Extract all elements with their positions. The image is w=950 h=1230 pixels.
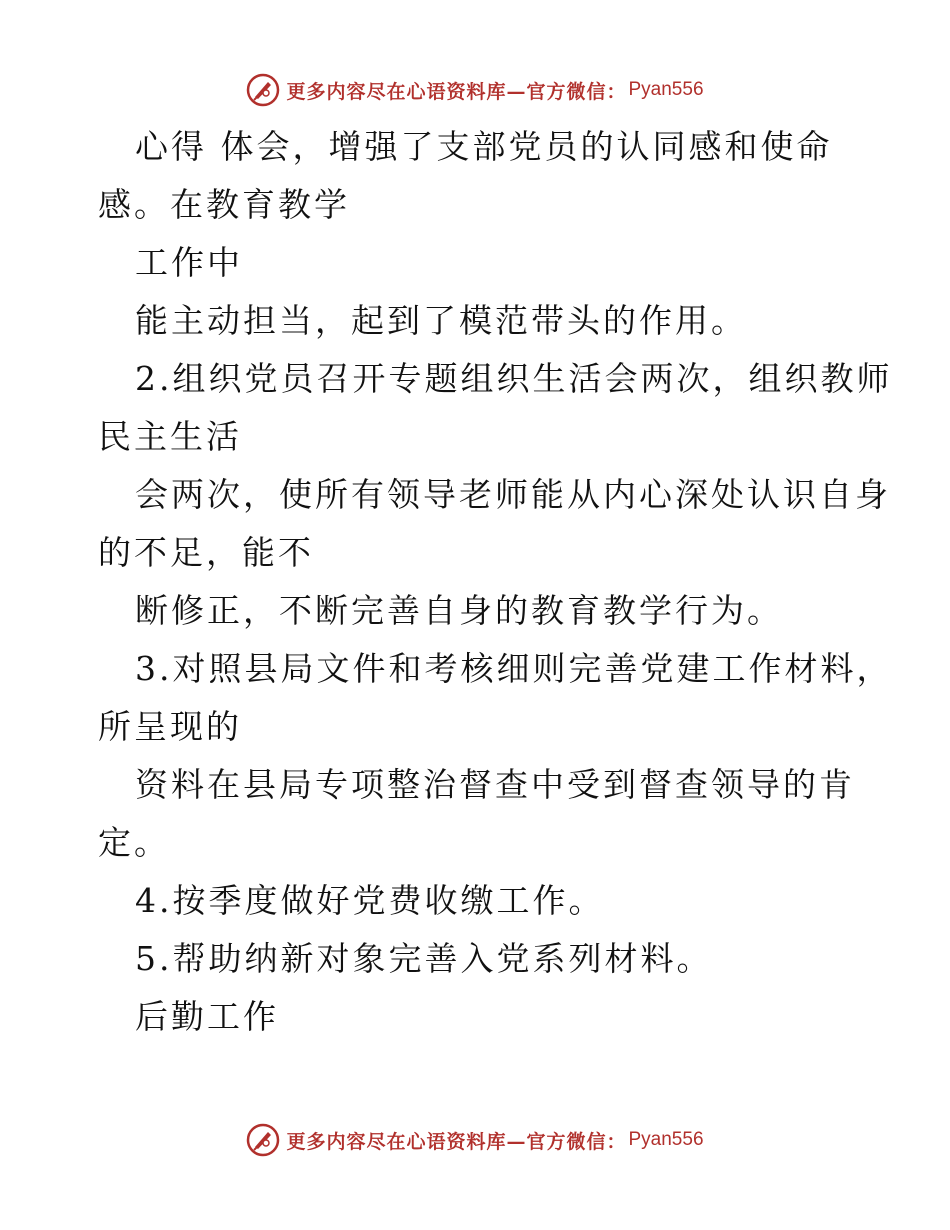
footer-watermark bbox=[0, 1120, 950, 1160]
body-line: 民主生活 bbox=[98, 417, 242, 456]
document-body bbox=[98, 118, 893, 1046]
watermark-text: 更多内容尽在心语资料库—官方微信： bbox=[286, 80, 627, 103]
body-line: 3.对照县局文件和考核细则完善党建工作材料， bbox=[135, 649, 893, 688]
body-line: 的不足，能不 bbox=[98, 533, 314, 572]
body-line: 会两次，使所有领导老师能从内心深处认识自身 bbox=[135, 475, 891, 514]
body-line: 后勤工作 bbox=[135, 997, 279, 1036]
body-line: 5.帮助纳新对象完善入党系列材料。 bbox=[135, 939, 713, 978]
body-line: 定。 bbox=[98, 823, 170, 862]
brand-logo-icon bbox=[246, 1123, 280, 1157]
watermark-text: 更多内容尽在心语资料库—官方微信： bbox=[286, 1130, 627, 1153]
header-watermark bbox=[0, 70, 950, 110]
body-line: 工作中 bbox=[135, 243, 243, 282]
body-line: 断修正，不断完善自身的教育教学行为。 bbox=[135, 591, 783, 630]
brand-logo-icon bbox=[246, 73, 280, 107]
body-line: 2.组织党员召开专题组织生活会两次，组织教师 bbox=[135, 359, 893, 398]
watermark-handle: Pyan556 bbox=[628, 79, 704, 100]
body-line: 心得 体会，增强了支部党员的认同感和使命 bbox=[135, 127, 833, 166]
body-line: 4.按季度做好党费收缴工作。 bbox=[135, 881, 605, 920]
body-line: 感。在教育教学 bbox=[98, 185, 350, 224]
body-line: 资料在县局专项整治督查中受到督查领导的肯 bbox=[135, 765, 855, 804]
body-line: 能主动担当，起到了模范带头的作用。 bbox=[135, 301, 747, 340]
body-line: 所呈现的 bbox=[98, 707, 242, 746]
watermark-handle: Pyan556 bbox=[628, 1129, 704, 1150]
